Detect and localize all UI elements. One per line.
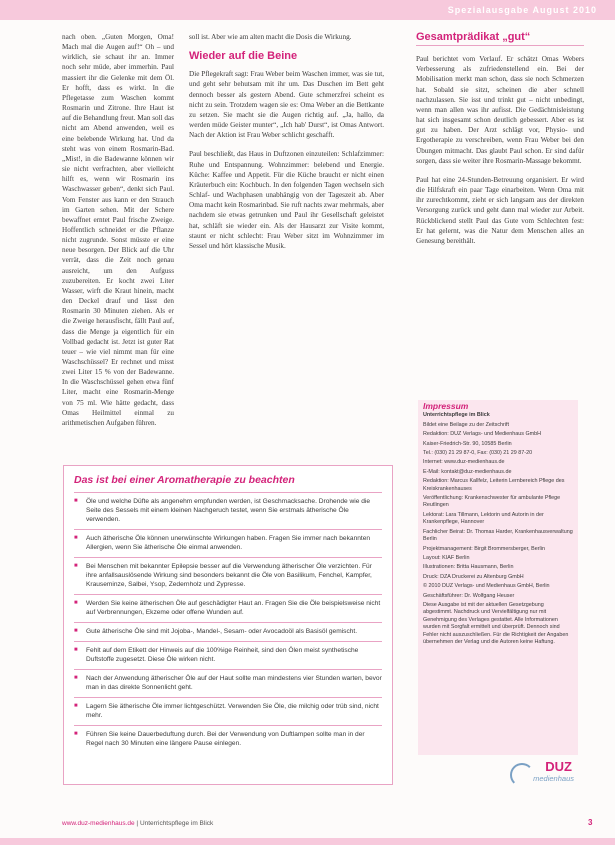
info-item: ■ Gute ätherische Öle sind mit Jojoba-, Mandel-, Sesam- oder Avocadoöl als Basisöl gemischt. xyxy=(74,622,382,641)
impressum-line: Diese Ausgabe ist mit der aktuellen Gesetzgebung abgestimmt. Nachdruck und Vervielfältigung nur mit Genehmigung des Verlages gestattet. Alle Informationen wurden mit Sorgfalt ermittelt und überprüft. Dennoch sind Fehler nicht auszuschließen. Für die Richtigkeit der Angaben übernehmen der Verlag und die Autoren keine Haftung. xyxy=(423,601,569,645)
page-footer xyxy=(62,820,213,827)
impressum-line: Unterrichtspflege im Blick xyxy=(423,412,490,419)
impressum-line: Druck: DZA Druckerei zu Altenburg GmbH xyxy=(423,573,524,580)
impressum-line: Kaiser-Friedrich-Str. 90, 10585 Berlin xyxy=(423,440,512,447)
header-band xyxy=(0,0,615,20)
impressum-line: Tel.: (030) 21 29 87-0, Fax: (030) 21 29 87-20 xyxy=(423,450,533,457)
impressum-line: © 2010 DUZ Verlags- und Medienhaus GmbH, Berlin xyxy=(423,583,550,590)
impressum-box xyxy=(418,400,578,755)
impressum-line: Projektmanagement: Birgit Brommersberger, Berlin xyxy=(423,545,545,552)
impressum-body xyxy=(423,412,573,646)
intro-paragraph: soll ist. Aber wie am alten macht die Dosis die Wirkung. xyxy=(189,33,352,41)
impressum-line: Illustrationen: Britta Hausmann, Berlin xyxy=(423,564,514,571)
impressum-line: Geschäftsführer: Dr. Wolfgang Heuser xyxy=(423,592,515,599)
footer-band xyxy=(0,838,615,845)
info-item: ■ Führen Sie keine Dauerbeduftung durch. Bei der Verwendung von Duftlampen sollte man in der Regel nach 30 Minuten eine längere Pause einlegen. xyxy=(74,725,382,753)
logo-sub-text: medienhaus xyxy=(533,774,574,783)
footer-separator: | xyxy=(134,820,140,827)
impressum-line: Bildet eine Beilage zu der Zeitschrift xyxy=(423,421,509,428)
info-item: ■ Werden Sie keine ätherischen Öle auf geschädigter Haut an. Fragen Sie die Öle beispielsweise nicht auf Verbrennungen, Ekzeme oder offene Wunden auf. xyxy=(74,594,382,622)
footer-publication: Unterrichtspflege im Blick xyxy=(139,820,214,827)
body-paragraph: Paul hat eine 24-Stunden-Betreuung organisiert. Er wird die Hilfskraft ein paar Tage einarbeiten. Wenn Oma mit ihr zurechtkommt, zieht er sich langsam aus der direkten Versorgung zurück und geht dann mal wieder zur Arbeit. Rückblickend stellt Paul das Gute vom Schlechten fest: Er hat gelernt, was die Natur dem Menschen alles an Genesung bereithält. xyxy=(416,175,584,245)
footer-url[interactable]: www.duz-medienhaus.de xyxy=(62,820,135,827)
info-item: ■ Fehlt auf dem Etikett der Hinweis auf die 100%ige Reinheit, sind den Ölen meist synthetische Duftstoffe zugesetzt. Diese Öle wirken nicht. xyxy=(74,641,382,669)
info-item: ■ Bei Menschen mit bekannter Epilepsie besser auf die Verwendung ätherischer Öle verzichten. Für ihre anfallsauslösende Wirkung sind besonders bekannt die Öle von Basilikum, Fenchel, Kampfer, Krauseminze, Salbei, Ysop, Zedernholz und Zypresse. xyxy=(74,557,382,594)
info-item: ■ Auch ätherische Öle können unerwünschte Wirkungen haben. Fragen Sie immer nach bekannten Allergien, wenn Sie ätherische Öle einmal anwenden. xyxy=(74,529,382,557)
info-box-title: Das ist bei einer Aromatherapie zu beachten xyxy=(74,474,295,486)
article-column-3 xyxy=(416,32,584,255)
edition-label: Spezialausgabe August 2010 xyxy=(447,5,597,15)
impressum-line: Fachlicher Beirat: Dr. Thomas Harder, Krankenhausverwaltung Berlin xyxy=(423,528,573,543)
impressum-line: Lektorat: Lara Tillmann, Lektorin und Autorin in der Krankenpflege, Hannover xyxy=(423,511,544,526)
aromatherapy-info-box xyxy=(63,465,393,785)
impressum-title: Impressum xyxy=(423,401,469,411)
section-heading: Gesamtprädikat „gut“ xyxy=(416,32,584,46)
article-column-1 xyxy=(62,32,174,437)
impressum-line: Internet: www.duz-medienhaus.de xyxy=(423,459,505,466)
impressum-line: E-Mail: kontakt@duz-medienhaus.de xyxy=(423,468,512,475)
logo-main-text: DUZ xyxy=(545,759,572,774)
section-heading: Wieder auf die Beine xyxy=(189,50,298,63)
info-item: ■ Öle und welche Düfte als angenehm empfunden werden, ist Geschmacksache. Drohende wie die Seite des Sessels mit einem kleinen Nachgeruch testet, wenn Sie erstmals ätherische Öle verwenden. xyxy=(74,492,382,529)
impressum-line: Veröffentlichung: Krankenschwester für ambulante Pflege Reutlingen xyxy=(423,495,561,509)
info-box-list xyxy=(64,492,392,753)
body-paragraph: Die Pflegekraft sagt: Frau Weber beim Waschen immer, was sie tut, und geht sehr behutsam mit ihr um. Das Duschen im Bett geht dennoch besser als gestern Abend. Gute schmerzfrei scheint es nicht zu sein. Trotzdem wagen sie es: Oma Weber an die Bettkante zu setzen. Sie macht sie die Augen richtig auf. „Ja, hallo, da werden müde Geister munter“, „Ich hab' Durst“, ist Omas Antwort. Nach der Aktion ist Frau Weber schlicht geschafft. xyxy=(189,70,384,140)
logo-arc-icon xyxy=(510,763,534,787)
duz-medienhaus-logo xyxy=(510,759,578,785)
page-number: 3 xyxy=(588,818,593,827)
body-paragraph: nach oben. „Guten Morgen, Oma! Mach mal die Augen auf!“ Oh – und wirklich, sie schaut ihr an. Immer noch sehr müde, aber immerhin. Paul massiert ihr die Gelenke mit dem Öl. Er hofft, dass es wirkt. In die Pflegetasse zum Waschen kommt Rosmarin und Zitrone. Ihre Haut ist auf die Behandlung freut. Man soll das nicht am Abend anwenden, weil es eine belebende Wirkung hat. Und da steht was von einem Rosmarin-Bad. „Mist!, in die Badewanne können wir sie nicht verfrachten, aber vielleicht hilft es, wenn wir Rosmarin ins Waschwasser geben“, denkt sich Paul. Vom Fenster aus kann er den Strauch im Garten sehen. Mit der Schere bewaffnet erntet Paul frische Zweige. Hoffentlich schneidet er die Pflanze nicht zugrunde. Sonst müsste er eine neue besorgen. Der Blick auf die Uhr verrät, dass die Zeit noch genau ausreicht, um den Aufguss zuzubereiten. Er kocht zwei Liter Wasser, wirft die Kraut hinein, macht den Deckel drauf und lässt den Rosmarin 30 Minuten ziehen. Als er die Zweige herausfischt, fällt Paul auf, dass die Menge ja eigentlich für ein Vollbad gedacht ist. Jetzt ist guter Rat teuer – wie viel nimmt man für eine Waschschüssel? Er rechnet und misst zwei Liter 15 % von der Badewanne. In die Waschschüssel gehen etwa fünf Liter, macht eine Rosmarin-Menge von 75 ml. Wie hätte gedacht, dass Omas Heilmittel einmal zu arithmetischen Aufgaben führen. xyxy=(62,33,174,427)
body-paragraph: Paul berichtet vom Verlauf. Er schätzt Omas Webers Verbesserung als zufriedenstellend ein. Bei der Mobilisation merkt man schon, dass sie noch Schmerzen hat. Sobald sie sitzt, scheinen die aber schnell nachzulassen. Sie isst und trinkt gut – nicht unbedingt, wenn man allen was ihr aufisst. Die Gedächtnisleistung hat sich insgesamt schon deutlich gebessert. Aber es ist gut zu haben. Der Arzt schlägt vor, Physio- und Ergotherapie zu verschreiben, wenn Frau Weber bei den Übungen mitmacht. Das glaubt Paul schon. Er sind dafür sorgen, dass sie weiter ihre Rosmarin-Massage bekommt. xyxy=(416,55,584,165)
body-paragraph: Paul beschließt, das Haus in Duftzonen einzuteilen: Schlafzimmer: Ruhe und Entspannung. Wohnzimmer: belebend und Energie. Küche: Kaffee und Appetit. Für die Küche braucht er nicht einen Kräuterbuch ein: Kochbuch. In den folgenden Tagen wechseln sich Schlaf- und Wachphasen unabhängig von der Tageszeit ab. Aber Oma macht kein Rosmarinbad. Sie ruft nachts zwar mehrmals, aber nachdem sie etwas getrunken und Paul ihr Gesellschaft geleistet hat, schläft sie wieder ein. Als der Hausarzt zur Visite kommt, staunt er nicht schlecht: Frau Weber sitzt im Wohnzimmer im Sessel und hört klassische Musik. xyxy=(189,150,384,250)
impressum-line: Redaktion: DUZ Verlags- und Medienhaus GmbH xyxy=(423,431,542,438)
impressum-line: Layout: KIAF Berlin xyxy=(423,554,470,561)
info-item: ■ Lagern Sie ätherische Öle immer lichtgeschützt. Verwenden Sie Öle, die milchig oder trüb sind, nicht mehr. xyxy=(74,697,382,725)
article-column-2 xyxy=(189,32,384,260)
impressum-line: Redaktion: Marcus Kallfelz, Leiterin Lernbereich Pflege des Kreiskrankenhauses xyxy=(423,478,565,492)
info-item: ■ Nach der Anwendung ätherischer Öle auf der Haut sollte man mindestens vier Stunden warten, bevor man in das direkte Sonnenlicht geht. xyxy=(74,669,382,697)
